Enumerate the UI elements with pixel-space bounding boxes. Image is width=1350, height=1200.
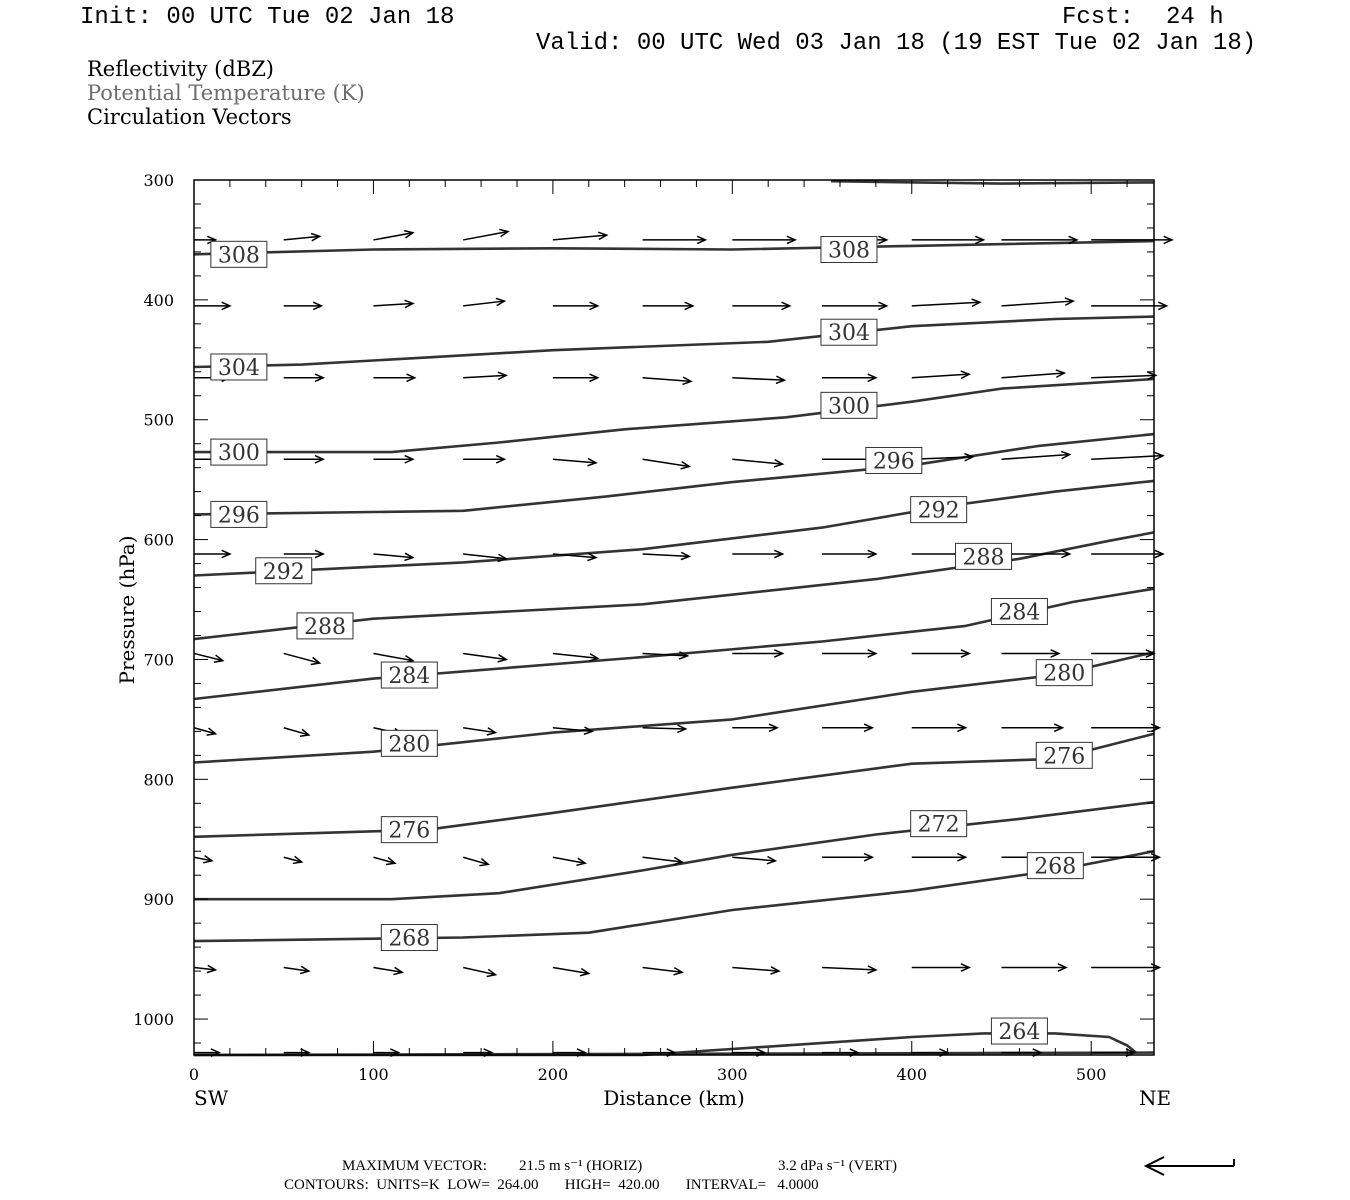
circulation-vector — [912, 302, 980, 306]
x-axis-left-end-label: SW — [194, 1086, 229, 1110]
y-tick-label: 700 — [143, 650, 174, 670]
contour-label-292: 292 — [262, 559, 305, 585]
contour-line-300 — [194, 379, 1154, 452]
x-tick-label: 400 — [896, 1065, 928, 1084]
circulation-vector — [643, 554, 690, 556]
circulation-vector — [463, 653, 506, 659]
y-tick-label: 400 — [143, 290, 174, 310]
circulation-vector — [373, 303, 412, 305]
contour-label-272: 272 — [917, 812, 960, 838]
contour-label-276: 276 — [1043, 744, 1086, 770]
y-tick-label: 1000 — [133, 1010, 174, 1030]
contour-label-284: 284 — [388, 664, 431, 690]
max-vector-vertical: 3.2 dPa s⁻¹ (VERT) — [778, 1158, 898, 1174]
circulation-vector — [643, 378, 691, 382]
contour-line-308 — [194, 241, 1154, 254]
init-time: Init: 00 UTC Tue 02 Jan 18 — [80, 4, 455, 31]
contour-label-284: 284 — [998, 600, 1041, 626]
contour-line-276 — [194, 734, 1154, 837]
y-axis-title: Pressure (hPa) — [115, 535, 139, 685]
legend-reflectivity: Reflectivity (dBZ) — [87, 57, 275, 81]
contour-line-304 — [194, 317, 1154, 367]
circulation-vector — [463, 375, 506, 377]
contour-line-312 — [831, 181, 1154, 183]
x-tick-label: 500 — [1075, 1065, 1107, 1084]
legend-potential-temperature: Potential Temperature (K) — [87, 81, 365, 105]
circulation-vector — [912, 374, 969, 378]
contour-label-308: 308 — [217, 243, 260, 269]
circulation-vector — [643, 459, 690, 466]
contour-line-272 — [194, 802, 1154, 899]
vector-layer — [194, 229, 1172, 1056]
legend-circulation-vectors: Circulation Vectors — [87, 105, 292, 129]
contour-label-300: 300 — [217, 441, 260, 467]
forecast-hour: 24 h — [1166, 4, 1224, 31]
contour-line-280 — [194, 652, 1154, 762]
contour-label-280: 280 — [1043, 661, 1086, 687]
contour-label-292: 292 — [917, 498, 960, 524]
max-vector-label: MAXIMUM VECTOR: — [342, 1158, 487, 1174]
x-tick-label: 100 — [358, 1065, 389, 1084]
valid-time: Valid: 00 UTC Wed 03 Jan 18 (19 EST Tue 02 Jan 18) — [536, 30, 1257, 57]
contour-label-288: 288 — [303, 614, 346, 640]
contour-label-268: 268 — [1034, 854, 1077, 880]
x-tick-label: 300 — [717, 1065, 748, 1084]
contour-label-308: 308 — [827, 238, 870, 264]
circulation-vector — [553, 235, 607, 240]
contour-label-304: 304 — [827, 321, 870, 347]
x-tick-label: 200 — [537, 1065, 569, 1084]
x-tick-label: 0 — [188, 1065, 200, 1084]
forecast-label: Fcst: — [1062, 4, 1135, 31]
contour-label-264: 264 — [998, 1020, 1041, 1046]
x-axis-title: Distance (km) — [603, 1086, 745, 1110]
contour-label-280: 280 — [388, 732, 431, 758]
y-tick-label: 800 — [143, 770, 174, 790]
circulation-vector — [1091, 375, 1156, 377]
circulation-vector — [1001, 301, 1073, 306]
circulation-vector — [732, 378, 784, 380]
y-tick-label: 500 — [143, 410, 174, 430]
contour-label-276: 276 — [388, 818, 431, 844]
y-tick-label: 600 — [143, 530, 174, 550]
circulation-vector — [1001, 373, 1064, 378]
contour-line-296 — [194, 434, 1154, 514]
contour-label-268: 268 — [388, 926, 431, 952]
contour-label-304: 304 — [217, 355, 260, 381]
reference-vector-icon — [1142, 1151, 1242, 1181]
circulation-vector — [1001, 454, 1069, 459]
max-vector-horizontal: 21.5 m s⁻¹ (HORIZ) — [519, 1158, 643, 1174]
contour-info: CONTOURS: UNITS=K LOW= 264.00 HIGH= 420.00 INTERVAL= 4.0000 — [284, 1177, 819, 1193]
circulation-vector — [1091, 456, 1163, 460]
contour-label-300: 300 — [827, 394, 870, 420]
y-tick-label: 900 — [143, 890, 174, 910]
y-tick-label: 300 — [143, 171, 174, 190]
x-axis-right-end-label: NE — [1139, 1086, 1172, 1110]
circulation-vector — [822, 968, 876, 970]
contour-label-296: 296 — [872, 449, 915, 475]
contour-label-296: 296 — [217, 503, 260, 529]
circulation-vector — [643, 728, 686, 729]
contour-label-288: 288 — [962, 545, 1005, 571]
